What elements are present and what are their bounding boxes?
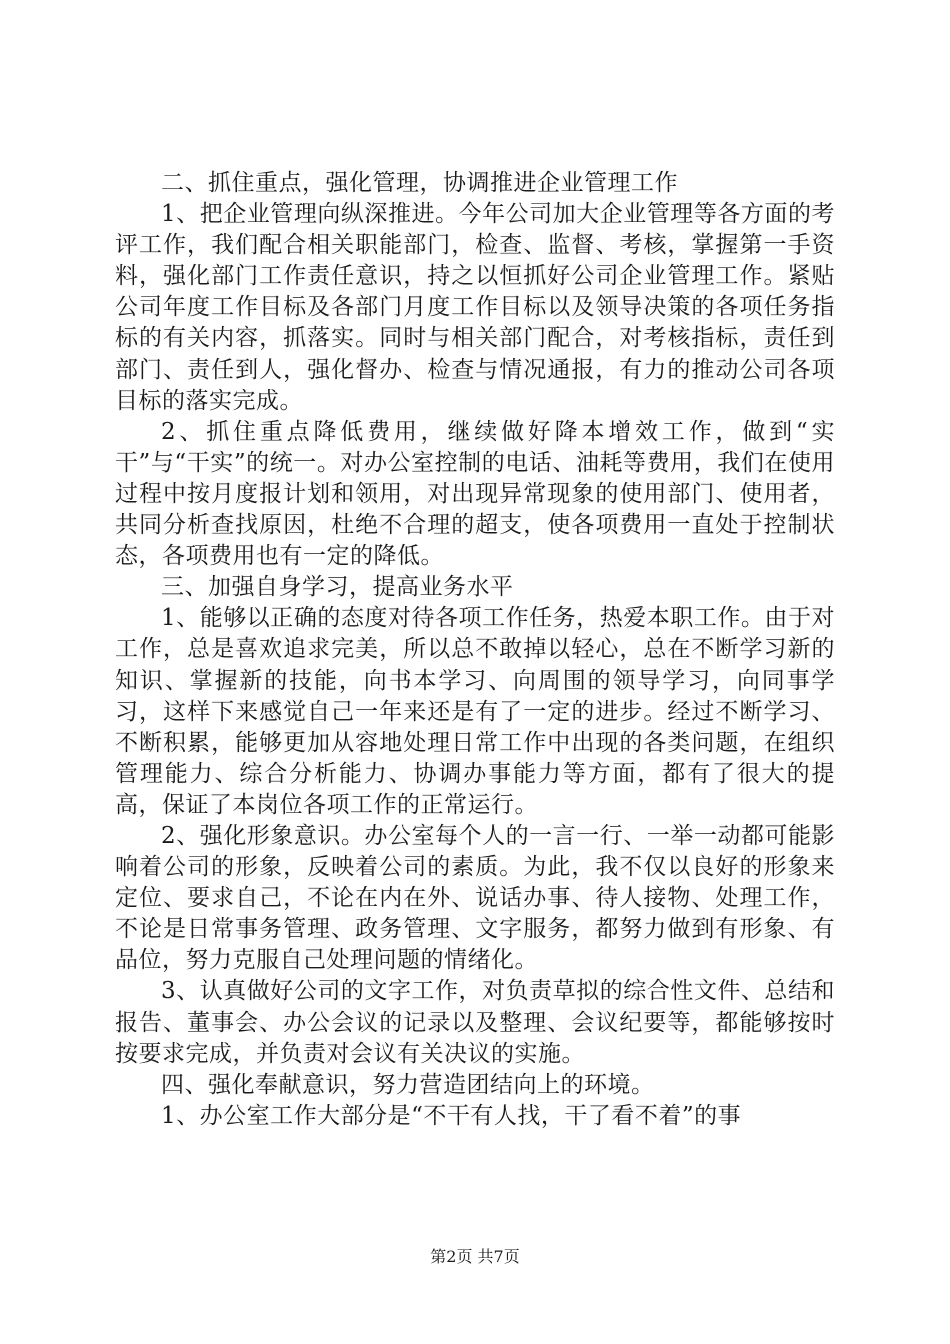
paragraph: 2、抓住重点降低费用，继续做好降本增效工作，做到“实干”与“干实”的统一。对办公室控制的电话、油耗等费用，我们在使用过程中按月度报计划和领用，对出现异常现象的使用部门、使用者，共同分析查找原因，杜绝不合理的超支，使各项费用一直处于控制状态，各项费用也有一定的降低。 [115, 418, 835, 570]
paragraph: 1、把企业管理向纵深推进。今年公司加大企业管理等各方面的考评工作，我们配合相关职能部门，检查、监督、考核，掌握第一手资料，强化部门工作责任意识，持之以恒抓好公司企业管理工作。紧贴公司年度工作目标及各部门月度工作目标以及领导决策的各项任务指标的有关内容，抓落实。同时与相关部门配合，对考核指标，责任到部门、责任到人，强化督办、检查与情况通报，有力的推动公司各项目标的落实完成。 [115, 201, 835, 414]
section-heading-4: 四、强化奉献意识，努力营造团结向上的环境。 [161, 1071, 655, 1098]
document-body [115, 168, 835, 1132]
section-heading-3: 三、加强自身学习，提高业务水平 [161, 574, 514, 601]
paragraph: 3、认真做好公司的文字工作，对负责草拟的综合性文件、总结和报告、董事会、办公会议的记录以及整理、会议纪要等，都能够按时按要求完成，并负责对会议有关决议的实施。 [115, 978, 835, 1067]
paragraph: 1、能够以正确的态度对待各项工作任务，热爱本职工作。由于对工作，总是喜欢追求完美，所以总不敢掉以轻心，总在不断学习新的知识、掌握新的技能，向书本学习、向周围的领导学习，向同事学习，这样下来感觉自己一年来还是有了一定的进步。经过不断学习、不断积累，能够更加从容地处理日常工作中出现的各类问题，在组织管理能力、综合分析能力、协调办事能力等方面，都有了很大的提高，保证了本岗位各项工作的正常运行。 [115, 605, 835, 818]
section-heading-2: 二、抓住重点，强化管理，协调推进企业管理工作 [161, 170, 678, 196]
paragraph: 2、强化形象意识。办公室每个人的一言一行、一举一动都可能影响着公司的形象，反映着公司的素质。为此，我不仅以良好的形象来定位、要求自己，不论在内在外、说话办事、待人接物、处理工作，不论是日常事务管理、政务管理、文字服务，都努力做到有形象、有品位，努力克服自己处理问题的情绪化。 [115, 822, 835, 974]
paragraph: 1、办公室工作大部分是“不干有人找，干了看不着”的事 [161, 1102, 742, 1129]
page-number-footer: 第2页 共7页 [430, 1247, 520, 1266]
